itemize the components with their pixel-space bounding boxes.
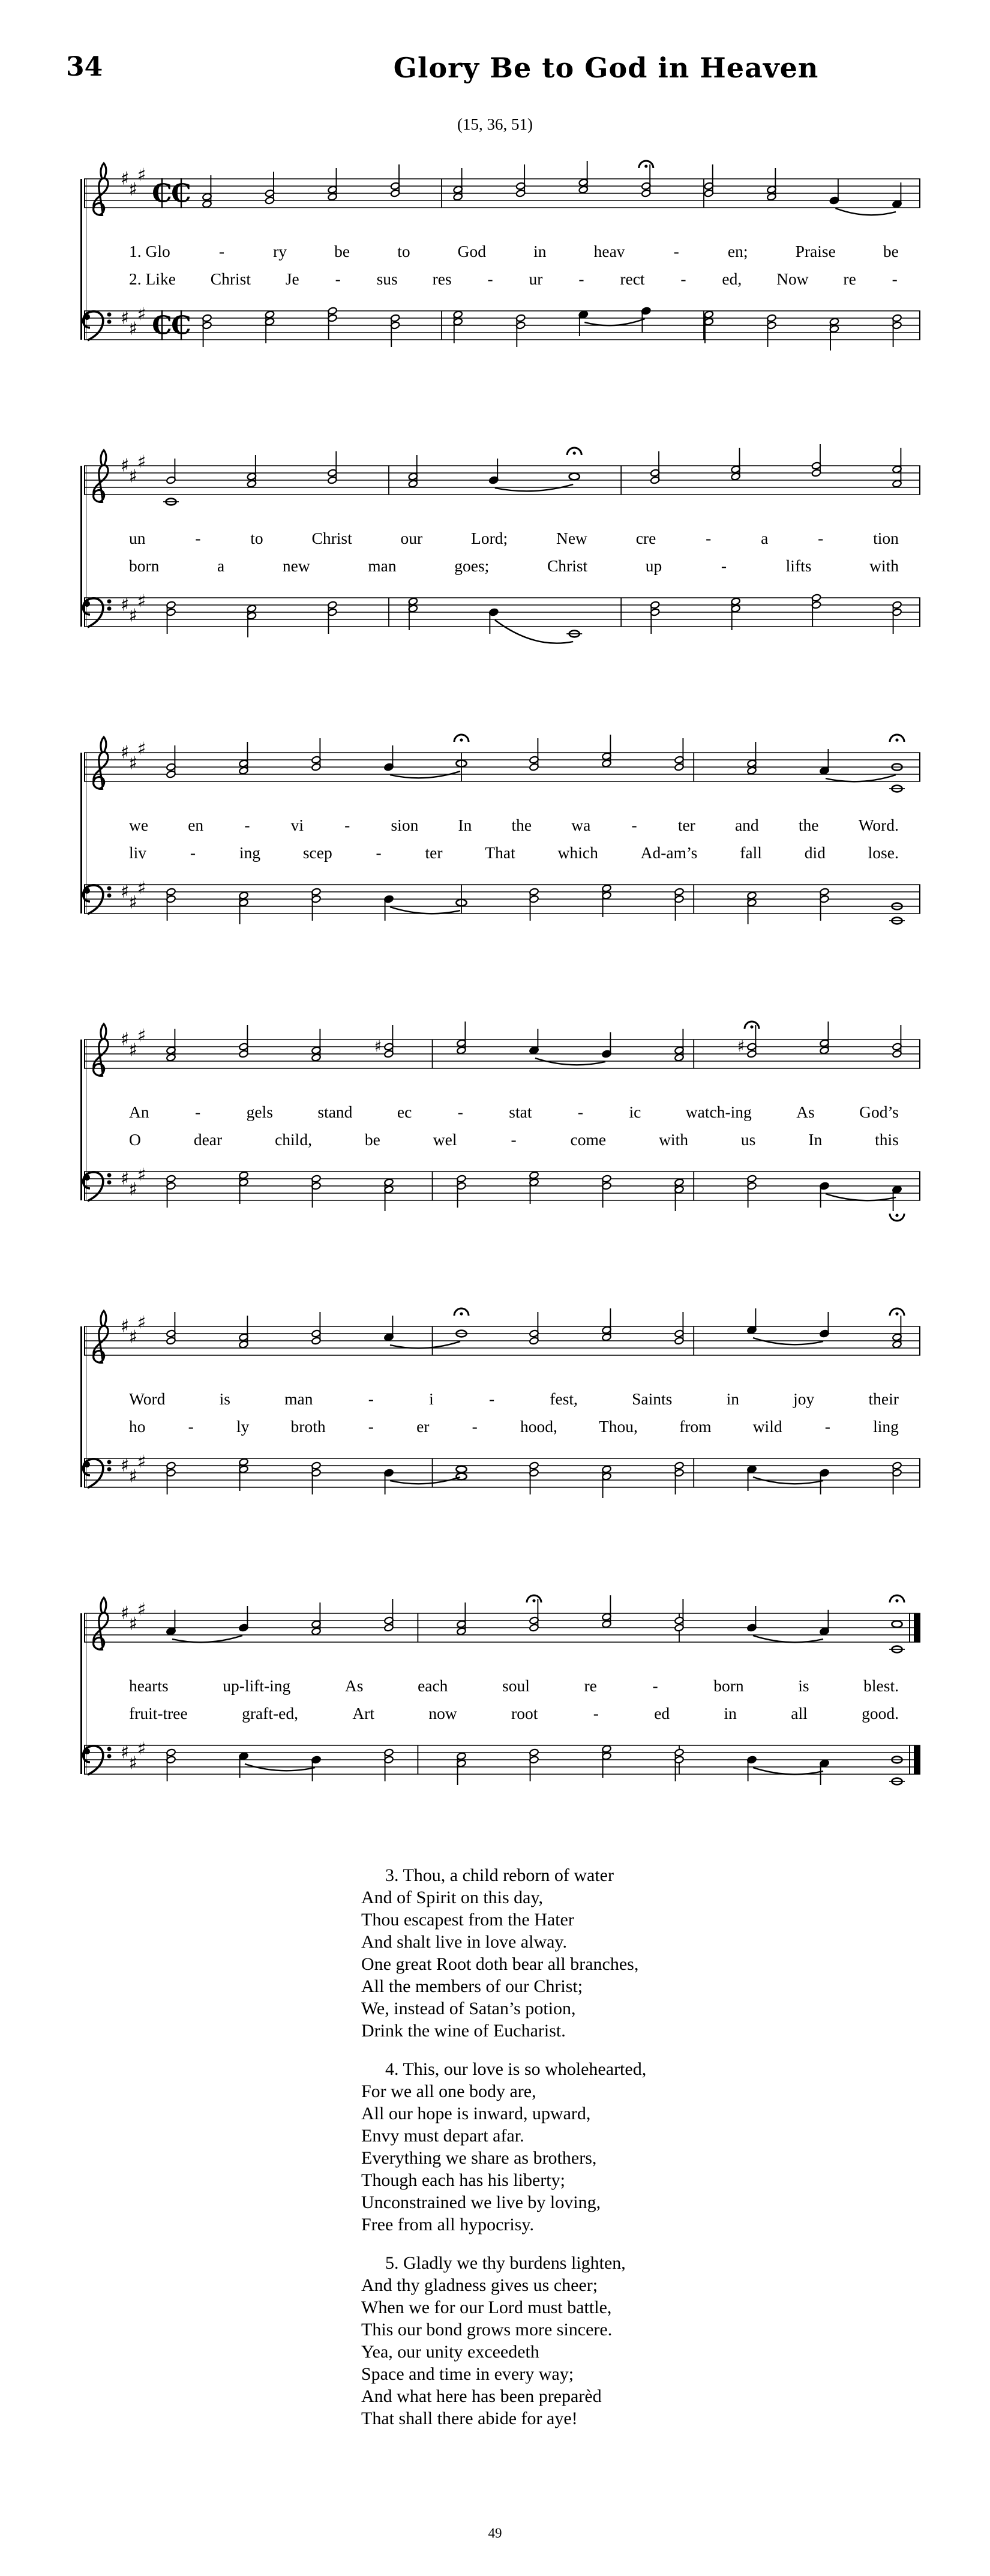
sharp-icon: ♯: [128, 1613, 138, 1635]
lyric-syllable: the: [798, 816, 819, 834]
lyric-syllable: -: [335, 269, 341, 288]
lyric-syllable: all: [791, 1704, 808, 1723]
lyric-syllable: this: [875, 1130, 899, 1149]
sharp-icon: ♯: [120, 594, 130, 616]
sharp-icon: ♯: [137, 591, 146, 612]
sharp-icon: ♯: [128, 1040, 138, 1061]
lyric-syllable: Lord;: [471, 529, 508, 547]
sharp-icon: ♯: [120, 455, 130, 477]
lyric-syllable: stand: [317, 1103, 353, 1121]
sharp-icon: ♯: [137, 164, 146, 186]
lyric-line-2: [66, 1700, 924, 1727]
lyric-syllable: -: [721, 556, 727, 575]
lyric-syllable: man: [284, 1389, 313, 1408]
lyric-syllable: fall: [740, 843, 762, 862]
sharp-icon: ♯: [137, 1312, 146, 1334]
lyric-syllable: That: [485, 843, 515, 862]
lyric-syllable: with: [869, 556, 899, 575]
lyric-syllable: -: [652, 1676, 658, 1695]
lyric-syllable: in: [724, 1704, 737, 1723]
sharp-icon: ♯: [120, 1316, 130, 1337]
lyric-syllable: ec: [397, 1103, 412, 1121]
slur: [753, 1768, 823, 1774]
system-bracket: [80, 179, 86, 340]
lyric-line-1: [66, 1385, 924, 1413]
lyric-syllable: liv: [129, 843, 147, 862]
treble-staff: [66, 717, 924, 811]
sharp-icon: ♯: [120, 1602, 130, 1624]
lyric-syllable: ling: [873, 1417, 899, 1436]
lyric-syllable: -: [472, 1417, 478, 1436]
lyric-syllable: be: [883, 242, 899, 260]
lyric-syllable: Saints: [632, 1389, 673, 1408]
time-signature: C: [171, 310, 191, 340]
lyric-syllable: a: [217, 556, 225, 575]
slur: [390, 1341, 460, 1348]
lyric-syllable: wel: [433, 1130, 457, 1149]
lyric-syllable: -: [368, 1417, 374, 1436]
lyric-syllable: er: [416, 1417, 430, 1436]
text-verses: [361, 1864, 924, 2430]
lyric-syllable: re: [843, 269, 856, 288]
lyric-syllable: rect: [620, 269, 645, 288]
lyric-syllable: wa: [571, 816, 591, 834]
lyric-syllable: God: [457, 242, 487, 260]
lyric-syllable: born: [129, 556, 160, 575]
lyric-line-2: [66, 265, 924, 293]
lyric-syllable: scep: [302, 843, 332, 862]
verse-line: Unconstrained we live by loving,: [361, 2192, 601, 2212]
sharp-icon: ♯: [374, 1038, 382, 1056]
lyric-syllable: new: [282, 556, 310, 575]
lyric-syllable: be: [364, 1130, 380, 1149]
music-system-5: [66, 1290, 924, 1530]
lyric-syllable: -: [892, 269, 898, 288]
lyric-syllable: ter: [677, 816, 695, 834]
verse-line: Drink the wine of Eucharist.: [361, 2021, 566, 2041]
slur: [584, 319, 645, 325]
slur: [495, 620, 573, 643]
lyric-syllable: joy: [793, 1389, 815, 1408]
verse-line: 4. This, our love is so wholehearted,: [385, 2059, 647, 2079]
sharp-icon: ♯: [137, 304, 146, 325]
verse-line: When we for our Lord must battle,: [361, 2298, 612, 2317]
lyric-syllable: ing: [239, 843, 260, 862]
sharp-icon: ♯: [128, 1326, 138, 1348]
hymn-title: Glory Be to God in Heaven: [393, 52, 819, 84]
lyric-syllable: -: [195, 529, 201, 547]
sharp-icon: ♯: [120, 1168, 130, 1190]
verse-line: Thou escapest from the Hater: [361, 1910, 574, 1930]
treble-staff: [66, 1577, 924, 1672]
music-system-3: [66, 717, 924, 957]
lyric-syllable: As: [796, 1103, 815, 1121]
time-signature: C: [152, 310, 172, 340]
lyric-syllable: fruit-tree: [129, 1704, 188, 1723]
lyric-syllable: -: [368, 1389, 374, 1408]
slur: [826, 775, 896, 781]
lyric-syllable: Art: [352, 1704, 374, 1723]
lyric-syllable: to: [250, 529, 263, 547]
lyric-syllable: hood,: [520, 1417, 557, 1436]
lyric-syllable: In: [458, 816, 472, 834]
lyric-syllable: In: [808, 1130, 823, 1149]
system-bracket: [80, 466, 86, 627]
page-header: [66, 52, 924, 114]
sharp-icon: ♯: [120, 742, 130, 763]
lyric-syllable: un: [129, 529, 146, 547]
sharp-icon: ♯: [137, 1451, 146, 1473]
lyric-syllable: our: [400, 529, 423, 547]
lyric-syllable: -: [376, 843, 382, 862]
lyric-syllable: in: [533, 242, 547, 260]
lyric-syllable: Now: [776, 269, 809, 288]
lyric-syllable: is: [798, 1676, 809, 1695]
lyric-syllable: to: [397, 242, 410, 260]
time-signature: C: [171, 178, 191, 208]
bass-staff: [66, 1727, 924, 1817]
sharp-icon: ♯: [120, 307, 130, 329]
lyric-syllable: now: [428, 1704, 457, 1723]
lyric-syllable: born: [713, 1676, 744, 1695]
sharp-icon: ♯: [137, 877, 146, 899]
lyric-syllable: -: [578, 269, 584, 288]
sharp-icon: ♯: [128, 605, 138, 627]
lyric-syllable: As: [344, 1676, 364, 1695]
lyric-syllable: Thou,: [598, 1417, 638, 1436]
lyric-syllable: ed: [654, 1704, 670, 1723]
treble-staff: [66, 143, 924, 238]
lyric-syllable: fest,: [550, 1389, 578, 1408]
verse-line: Space and time in every way;: [361, 2364, 574, 2384]
verse-line: 3. Thou, a child reborn of water: [385, 1865, 614, 1885]
lyric-syllable: Je: [285, 269, 299, 288]
lyric-line-1: [66, 238, 924, 265]
sharp-icon: ♯: [128, 1466, 138, 1487]
verse-line: And thy gladness gives us cheer;: [361, 2275, 598, 2295]
verse-line: We, instead of Satan’s potion,: [361, 1999, 576, 2018]
lyric-syllable: Word: [129, 1389, 166, 1408]
lyric-syllable: blest.: [863, 1676, 899, 1695]
sharp-icon: ♯: [128, 892, 138, 913]
lyric-syllable: each: [418, 1676, 448, 1695]
lyric-syllable: New: [556, 529, 587, 547]
lyric-syllable: in: [726, 1389, 739, 1408]
lyric-syllable: God’s: [859, 1103, 899, 1121]
music-systems: [66, 143, 924, 1817]
sharp-icon: ♯: [137, 1164, 146, 1186]
treble-staff: [66, 1004, 924, 1098]
lyric-syllable: -: [190, 843, 196, 862]
lyric-syllable: -: [511, 1130, 517, 1149]
system-bracket: [80, 1613, 86, 1774]
lyric-syllable: stat: [509, 1103, 532, 1121]
lyric-syllable: wild: [752, 1417, 782, 1436]
bass-staff: [66, 293, 924, 383]
slur: [826, 1194, 896, 1200]
bass-staff: [66, 1154, 924, 1244]
lyric-syllable: -: [577, 1103, 584, 1121]
lyric-syllable: -: [457, 1103, 463, 1121]
lyric-syllable: did: [804, 843, 826, 862]
verse-line: Though each has his liberty;: [361, 2170, 565, 2190]
sharp-icon: ♯: [120, 1455, 130, 1476]
lyric-syllable: man: [368, 556, 397, 575]
treble-staff: [66, 430, 924, 525]
lyric-line-2: [66, 1126, 924, 1154]
lyric-line-2: [66, 552, 924, 580]
lyric-syllable: we: [129, 816, 149, 834]
lyric-syllable: goes;: [454, 556, 490, 575]
sharp-icon: ♯: [120, 168, 130, 190]
sharp-icon: ♯: [128, 179, 138, 200]
lyric-syllable: Ad-am’s: [640, 843, 698, 862]
lyric-syllable: which: [557, 843, 598, 862]
lyric-syllable: ry: [273, 242, 287, 260]
lyric-syllable: soul: [502, 1676, 530, 1695]
music-system-4: [66, 1004, 924, 1244]
lyric-line-1: [66, 811, 924, 839]
verse-line: That shall there abide for aye!: [361, 2409, 578, 2428]
sharp-icon: ♯: [137, 1025, 146, 1047]
lyric-syllable: tion: [873, 529, 899, 547]
lyric-syllable: res: [432, 269, 452, 288]
lyric-syllable: from: [679, 1417, 712, 1436]
lyric-syllable: be: [334, 242, 350, 260]
sharp-icon: ♯: [128, 318, 138, 340]
lyric-syllable: -: [818, 529, 824, 547]
system-bracket: [80, 753, 86, 913]
verse-line: Free from all hypocrisy.: [361, 2215, 534, 2234]
verse-line: Envy must depart afar.: [361, 2126, 524, 2146]
verse-line: And shalt live in love alway.: [361, 1932, 567, 1952]
verse-line: For we all one body are,: [361, 2081, 536, 2101]
lyric-syllable: heav: [593, 242, 625, 260]
lyric-syllable: -: [680, 269, 686, 288]
slur: [753, 1636, 823, 1642]
lyric-syllable: Christ: [311, 529, 352, 547]
verse-line: 5. Gladly we thy burdens lighten,: [385, 2253, 626, 2273]
lyric-line-1: [66, 525, 924, 552]
music-system-2: [66, 430, 924, 670]
verse-line: One great Root doth bear all branches,: [361, 1954, 639, 1974]
lyric-syllable: ly: [236, 1417, 250, 1436]
lyric-syllable: gels: [246, 1103, 273, 1121]
lyric-syllable: their: [868, 1389, 899, 1408]
lyric-syllable: ur: [529, 269, 543, 288]
bass-staff: [66, 867, 924, 957]
lyric-syllable: Word.: [858, 816, 899, 834]
lyric-syllable: up: [645, 556, 662, 575]
lyric-syllable: with: [659, 1130, 688, 1149]
sharp-icon: ♯: [137, 1738, 146, 1760]
lyric-syllable: -: [593, 1704, 599, 1723]
hymn-number: 34: [66, 52, 103, 82]
sharp-icon: ♯: [737, 1038, 745, 1056]
bass-staff: [66, 1440, 924, 1530]
sharp-icon: ♯: [137, 738, 146, 760]
verse-line: Yea, our unity exceedeth: [361, 2342, 539, 2362]
verse-line: All our hope is inward, upward,: [361, 2104, 591, 2123]
lyric-syllable: a: [761, 529, 769, 547]
lyric-syllable: -: [244, 816, 250, 834]
lyric-syllable: ic: [629, 1103, 641, 1121]
tune-references: (15, 36, 51): [457, 115, 533, 133]
lyric-syllable: watch-ing: [685, 1103, 752, 1121]
lyric-syllable: -: [824, 1417, 830, 1436]
lyric-syllable: -: [344, 816, 350, 834]
verse-block-3: [361, 1864, 924, 2042]
sharp-icon: ♯: [128, 466, 138, 487]
music-system-1: [66, 143, 924, 383]
verse-line: This our bond grows more sincere.: [361, 2320, 613, 2340]
sharp-icon: ♯: [120, 881, 130, 903]
lyric-syllable: is: [219, 1389, 230, 1408]
lyric-line-2: [66, 839, 924, 867]
verse-line: And of Spirit on this day,: [361, 1888, 544, 1907]
verse-line: And what here has been preparèd: [361, 2386, 602, 2406]
sharp-icon: ♯: [120, 1029, 130, 1050]
lyric-syllable: -: [195, 1103, 201, 1121]
lyric-syllable: the: [511, 816, 532, 834]
lyric-syllable: lifts: [785, 556, 812, 575]
lyric-syllable: Christ: [547, 556, 588, 575]
lyric-syllable: root: [511, 1704, 538, 1723]
slur: [172, 1636, 242, 1642]
lyric-syllable: en;: [727, 242, 748, 260]
lyric-syllable: -: [631, 816, 637, 834]
lyric-syllable: hearts: [129, 1676, 169, 1695]
lyric-syllable: O: [129, 1130, 141, 1149]
lyric-syllable: -: [218, 242, 225, 260]
bass-staff: [66, 580, 924, 670]
time-signature: C: [152, 178, 172, 208]
lyric-syllable: sus: [376, 269, 398, 288]
lyric-syllable: 2. Like: [129, 269, 176, 288]
lyric-syllable: -: [488, 1389, 495, 1408]
lyric-syllable: en: [188, 816, 204, 834]
verse-block-5: [361, 2252, 924, 2430]
system-bracket: [80, 1326, 86, 1487]
lyric-syllable: lose.: [868, 843, 899, 862]
sharp-icon: ♯: [120, 1742, 130, 1763]
lyric-syllable: up-lift-ing: [223, 1676, 291, 1695]
lyric-syllable: Christ: [210, 269, 251, 288]
treble-staff: [66, 1290, 924, 1385]
lyric-line-2: [66, 1413, 924, 1440]
lyric-syllable: vi: [290, 816, 304, 834]
lyric-line-1: [66, 1098, 924, 1126]
lyric-syllable: -: [188, 1417, 194, 1436]
verse-block-4: [361, 2058, 924, 2236]
lyric-syllable: graft-ed,: [242, 1704, 298, 1723]
lyric-syllable: -: [673, 242, 679, 260]
lyric-syllable: come: [570, 1130, 607, 1149]
lyric-line-1: [66, 1672, 924, 1700]
sharp-icon: ♯: [128, 1753, 138, 1774]
lyric-syllable: dear: [193, 1130, 223, 1149]
lyric-syllable: i: [429, 1389, 434, 1408]
sharp-icon: ♯: [128, 753, 138, 774]
slur: [835, 208, 896, 215]
lyric-syllable: ed,: [722, 269, 742, 288]
lyric-syllable: cre: [635, 529, 656, 547]
lyric-syllable: sion: [391, 816, 419, 834]
system-bracket: [80, 1040, 86, 1200]
lyric-syllable: Praise: [795, 242, 836, 260]
lyric-syllable: -: [487, 269, 493, 288]
sharp-icon: ♯: [137, 1599, 146, 1621]
sharp-icon: ♯: [137, 451, 146, 473]
page-number: 49: [488, 2526, 502, 2541]
slur: [390, 907, 460, 913]
music-system-6: [66, 1577, 924, 1817]
lyric-syllable: ho: [129, 1417, 146, 1436]
sharp-icon: ♯: [128, 1179, 138, 1200]
lyric-syllable: -: [706, 529, 712, 547]
lyric-syllable: An: [129, 1103, 149, 1121]
lyric-syllable: ter: [425, 843, 443, 862]
verse-line: All the members of our Christ;: [361, 1976, 583, 1996]
lyric-syllable: child,: [275, 1130, 312, 1149]
verse-line: Everything we share as brothers,: [361, 2148, 597, 2168]
lyric-syllable: broth: [290, 1417, 326, 1436]
lyric-syllable: good.: [862, 1704, 899, 1723]
lyric-syllable: re: [584, 1676, 597, 1695]
lyric-syllable: us: [740, 1130, 756, 1149]
lyric-syllable: 1. Glo: [129, 242, 170, 260]
lyric-syllable: and: [734, 816, 759, 834]
